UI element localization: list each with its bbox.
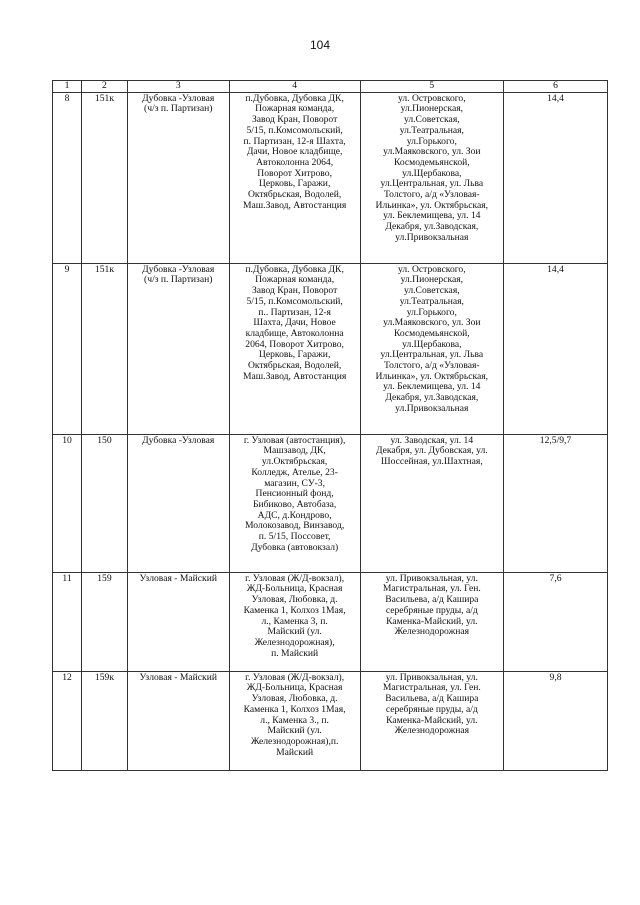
route-streets: ул. Привокзальная, ул. Магистральная, ул. Ген. Васильева, а/д Кашира серебряные пруды, а/д Каменка-Майский, ул. Железнодорожная: [360, 671, 503, 770]
header-cell-1: 1: [53, 81, 82, 93]
route-streets: ул. Островского, ул.Пионерская, ул.Советская, ул.Театральная, ул.Горького, ул.Маяковского, ул. Зои Космодемьянской, ул.Щербакова, ул.Центральная, ул. Льва Толстого, а/д «Узловая- Ильинка», ул. Октябрьская, ул. Беклемищева, ул. 14 Декабря, ул.Заводская, ул.Привокзальная: [360, 92, 503, 263]
routes-table: [52, 80, 608, 771]
route-streets: ул. Заводская, ул. 14 Декабря, ул. Дубовская, ул. Шоссейная, ул.Шахтная,: [360, 434, 503, 572]
route-streets: ул. Привокзальная, ул. Магистральная, ул. Ген. Васильева, а/д Кашира серебряные пруды, а/д Каменка-Майский, ул. Железнодорожная: [360, 572, 503, 671]
route-number: 150: [82, 434, 128, 572]
route-streets: ул. Островского, ул.Пионерская, ул.Советская, ул.Театральная, ул.Горького, ул.Маяковского, ул. Зои Космодемьянской, ул.Щербакова, ул.Центральная, ул. Льва Толстого, а/д «Узловая- Ильинка», ул. Октябрьская, ул. Беклемищева, ул. 14 Декабря, ул.Заводская, ул.Привокзальная: [360, 263, 503, 434]
route-stops: г. Узловая (Ж/Д-вокзал), ЖД-Больница, Красная Узловая, Любовка, д. Каменка 1, Колхоз 1Мая, л., Каменка 3., п. Майский (ул. Железнодорожная),п. Майский: [229, 671, 360, 770]
header-cell-6: 6: [504, 81, 608, 93]
route-name: Дубовка -Узловая: [127, 434, 229, 572]
route-name: Дубовка -Узловая (ч/з п. Партизан): [127, 92, 229, 263]
route-length: 12,5/9,7: [504, 434, 608, 572]
route-number: 151к: [82, 263, 128, 434]
route-stops: п.Дубовка, Дубовка ДК, Пожарная команда, Завод Кран, Поворот 5/15, п.Комсомольский, п.. Партизан, 12-я Шахта, Дачи, Новое кладбище, Автоколонна 2064, Поворот Хитрово, Церковь, Гаражи, Октябрьская, Водолей, Маш.Завод, Автостанция: [229, 263, 360, 434]
route-length: 9,8: [504, 671, 608, 770]
route-number: 159: [82, 572, 128, 671]
page-number: 104: [309, 38, 331, 52]
route-stops: г. Узловая (Ж/Д-вокзал), ЖД-Больница, Красная Узловая, Любовка, д. Каменка 1, Колхоз 1Мая, л., Каменка 3, п. Майский (ул. Железнодорожная), п. Майский: [229, 572, 360, 671]
row-number: 11: [53, 572, 82, 671]
route-name: Узловая - Майский: [127, 671, 229, 770]
table-row: [53, 434, 608, 572]
row-number: 8: [53, 92, 82, 263]
table-header-row: [53, 81, 608, 93]
route-stops: г. Узловая (автостанция), Машзавод, ДК, ул.Октябрьская, Колледж, Ателье, 23- магазин, СУ-3, Пенсионный фонд, Бибиково, Автобаза, АДС, д.Кондрово, Молокозавод, Винзавод, п. 5/15, Поссовет, Дубовка (автовокзал): [229, 434, 360, 572]
route-stops: п.Дубовка, Дубовка ДК, Пожарная команда, Завод Кран, Поворот 5/15, п.Комсомольский, п. Партизан, 12-я Шахта, Дачи, Новое кладбище, Автоколонна 2064, Поворот Хитрово, Церковь, Гаражи, Октябрьская, Водолей, Маш.Завод, Автостанция: [229, 92, 360, 263]
route-name: Дубовка -Узловая (ч/з п. Партизан): [127, 263, 229, 434]
route-length: 7,6: [504, 572, 608, 671]
table-row: [53, 263, 608, 434]
header-cell-3: 3: [127, 81, 229, 93]
header-cell-2: 2: [82, 81, 128, 93]
route-number: 159к: [82, 671, 128, 770]
table-row: [53, 671, 608, 770]
table-row: [53, 92, 608, 263]
row-number: 12: [53, 671, 82, 770]
row-number: 9: [53, 263, 82, 434]
header-cell-5: 5: [360, 81, 503, 93]
route-length: 14,4: [504, 263, 608, 434]
route-length: 14,4: [504, 92, 608, 263]
route-number: 151к: [82, 92, 128, 263]
row-number: 10: [53, 434, 82, 572]
route-name: Узловая - Майский: [127, 572, 229, 671]
header-cell-4: 4: [229, 81, 360, 93]
table-row: [53, 572, 608, 671]
